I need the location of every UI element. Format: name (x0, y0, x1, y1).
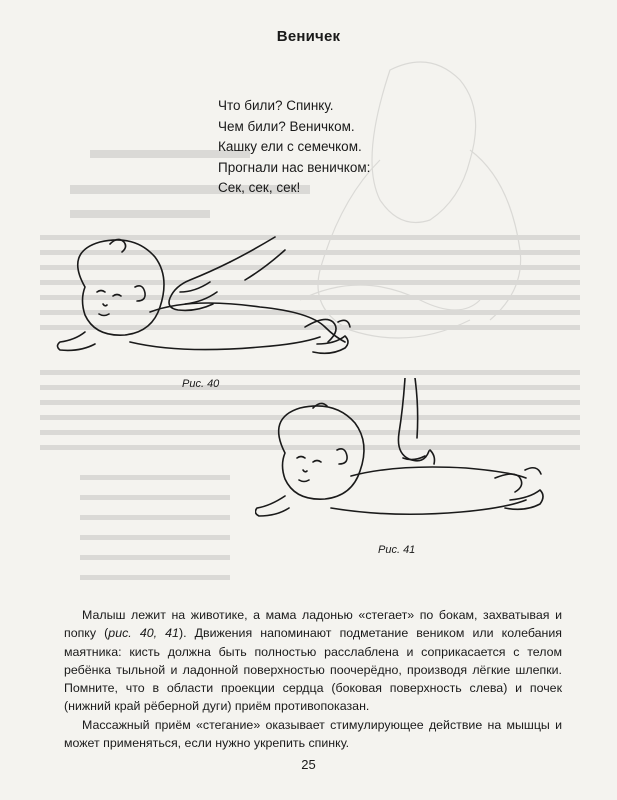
figure-41-caption: Рис. 41 (378, 544, 416, 556)
figure-40-illustration (55, 232, 355, 377)
figure-reference: рис. 40, 41 (108, 626, 179, 641)
poem-line: Чем били? Веничком. (218, 118, 355, 134)
paragraph-2: Массажный приём «стегание» оказывает стимулирующее действие на мышцы и может применяться, если нужно укрепить спинку. (64, 717, 562, 751)
poem-line: Что били? Спинку. (218, 98, 334, 113)
poem-line: Кашку ели с семечком. (218, 139, 362, 155)
page-number: 25 (301, 757, 316, 772)
paragraph-1: Малыш лежит на животике, а мама ладонью «стегает» по бокам, захватывая и попку (рис. 40, 41). Движения напоминают подметание веником или колебания маятника: кисть должна быть полностью расслаблена и соприкасается с телом ребёнка тыльной и ладонной поверхностью поочерёдно, производя лёгкие шлепки. Помните, что в области проекции сердца (боковая поверхность слева) и почек (нижний край рёберной дуги) приём противопоказан. (64, 608, 562, 714)
poem-line: Сек, сек, сек! (218, 180, 301, 196)
poem (218, 96, 370, 199)
page-title: Веничек (276, 28, 341, 45)
body-text (64, 606, 562, 752)
figure-41-illustration (255, 378, 555, 538)
poem-line: Прогнали нас веничком: (218, 159, 371, 175)
figure-40-caption: Рис. 40 (182, 378, 220, 390)
